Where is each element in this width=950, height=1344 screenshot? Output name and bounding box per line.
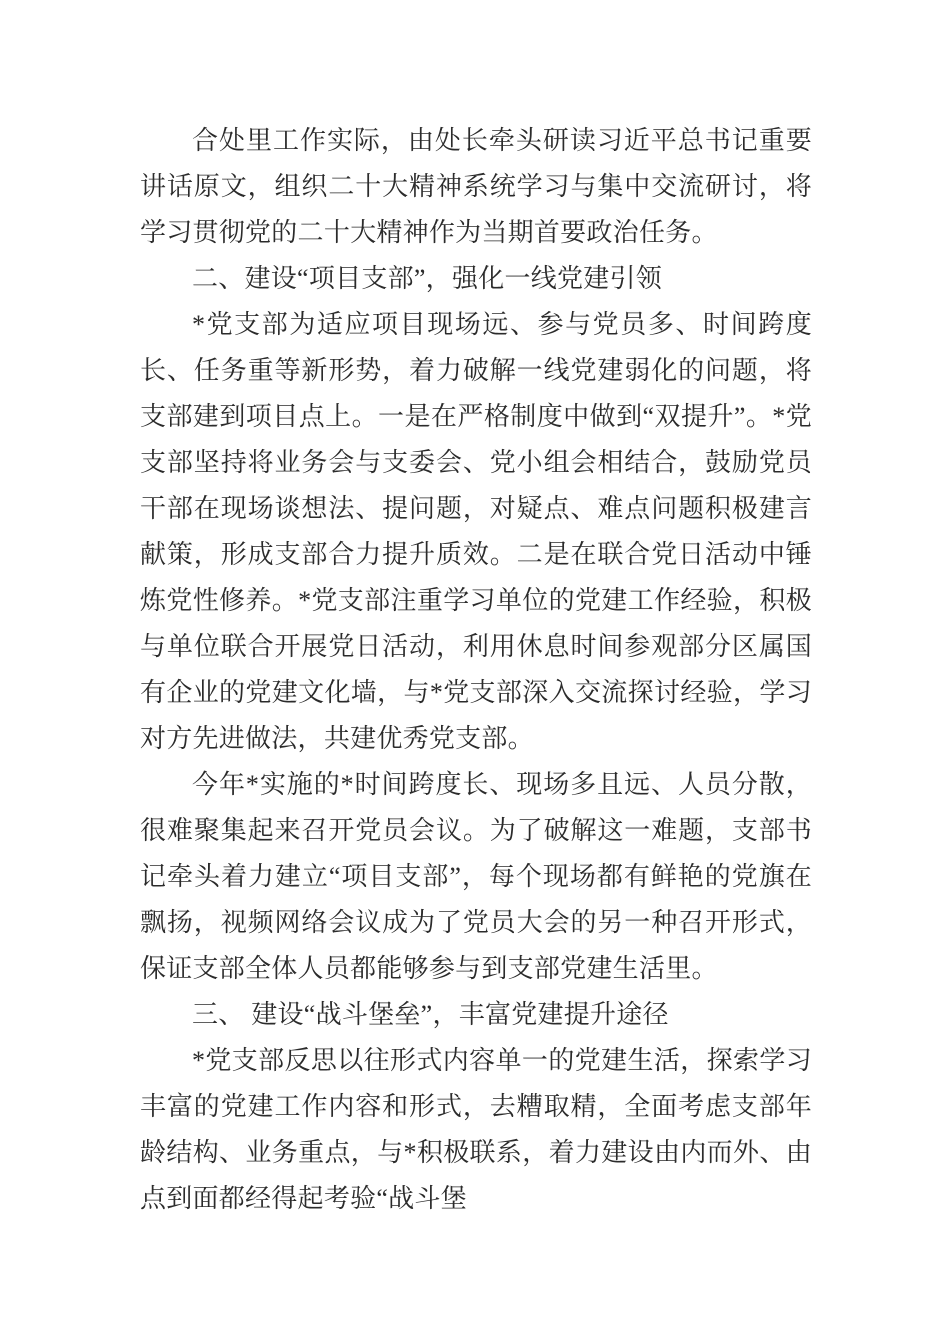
document-text-column bbox=[140, 118, 812, 1222]
paragraph-study-implementation: 合处里工作实际，由处长牵头研读习近平总书记重要讲话原文，组织二十大精神系统学习与集中交流研讨，将学习贯彻党的二十大精神作为当期首要政治任务。 bbox=[140, 126, 812, 247]
heading-section-two: 二、建设“项目支部”，强化一线党建引领 bbox=[192, 264, 663, 293]
paragraph-project-branch-meetings: 今年*实施的*时间跨度长、现场多且远、人员分散，很难聚集起来召开党员会议。为了破解这一难题，支部书记牵头着力建立“项目支部”，每个现场都有鲜艳的党旗在飘扬，视频网络会议成为了党员大会的另一种召开形式，保证支部全体人员都能够参与到支部党建生活里。 bbox=[140, 770, 812, 983]
paragraph-project-branch-overview: *党支部为适应项目现场远、参与党员多、时间跨度长、任务重等新形势，着力破解一线党建弱化的问题，将支部建到项目点上。一是在严格制度中做到“双提升”。*党支部坚持将业务会与支委会、党小组会相结合，鼓励党员干部在现场谈想法、提问题，对疑点、难点问题积极建言献策，形成支部合力提升质效。二是在联合党日活动中锤炼党性修养。*党支部注重学习单位的党建工作经验，积极与单位联合开展党日活动，利用休息时间参观部分区属国有企业的党建文化墙，与*党支部深入交流探讨经验，学习对方先进做法，共建优秀党支部。 bbox=[140, 310, 812, 753]
paragraph-fortress-building: *党支部反思以往形式内容单一的党建生活，探索学习丰富的党建工作内容和形式，去糟取精，全面考虑支部年龄结构、业务重点，与*积极联系，着力建设由内而外、由点到面都经得起考验“战斗堡 bbox=[140, 1046, 812, 1213]
heading-section-three: 三、 建设“战斗堡垒”，丰富党建提升途径 bbox=[192, 1000, 669, 1029]
